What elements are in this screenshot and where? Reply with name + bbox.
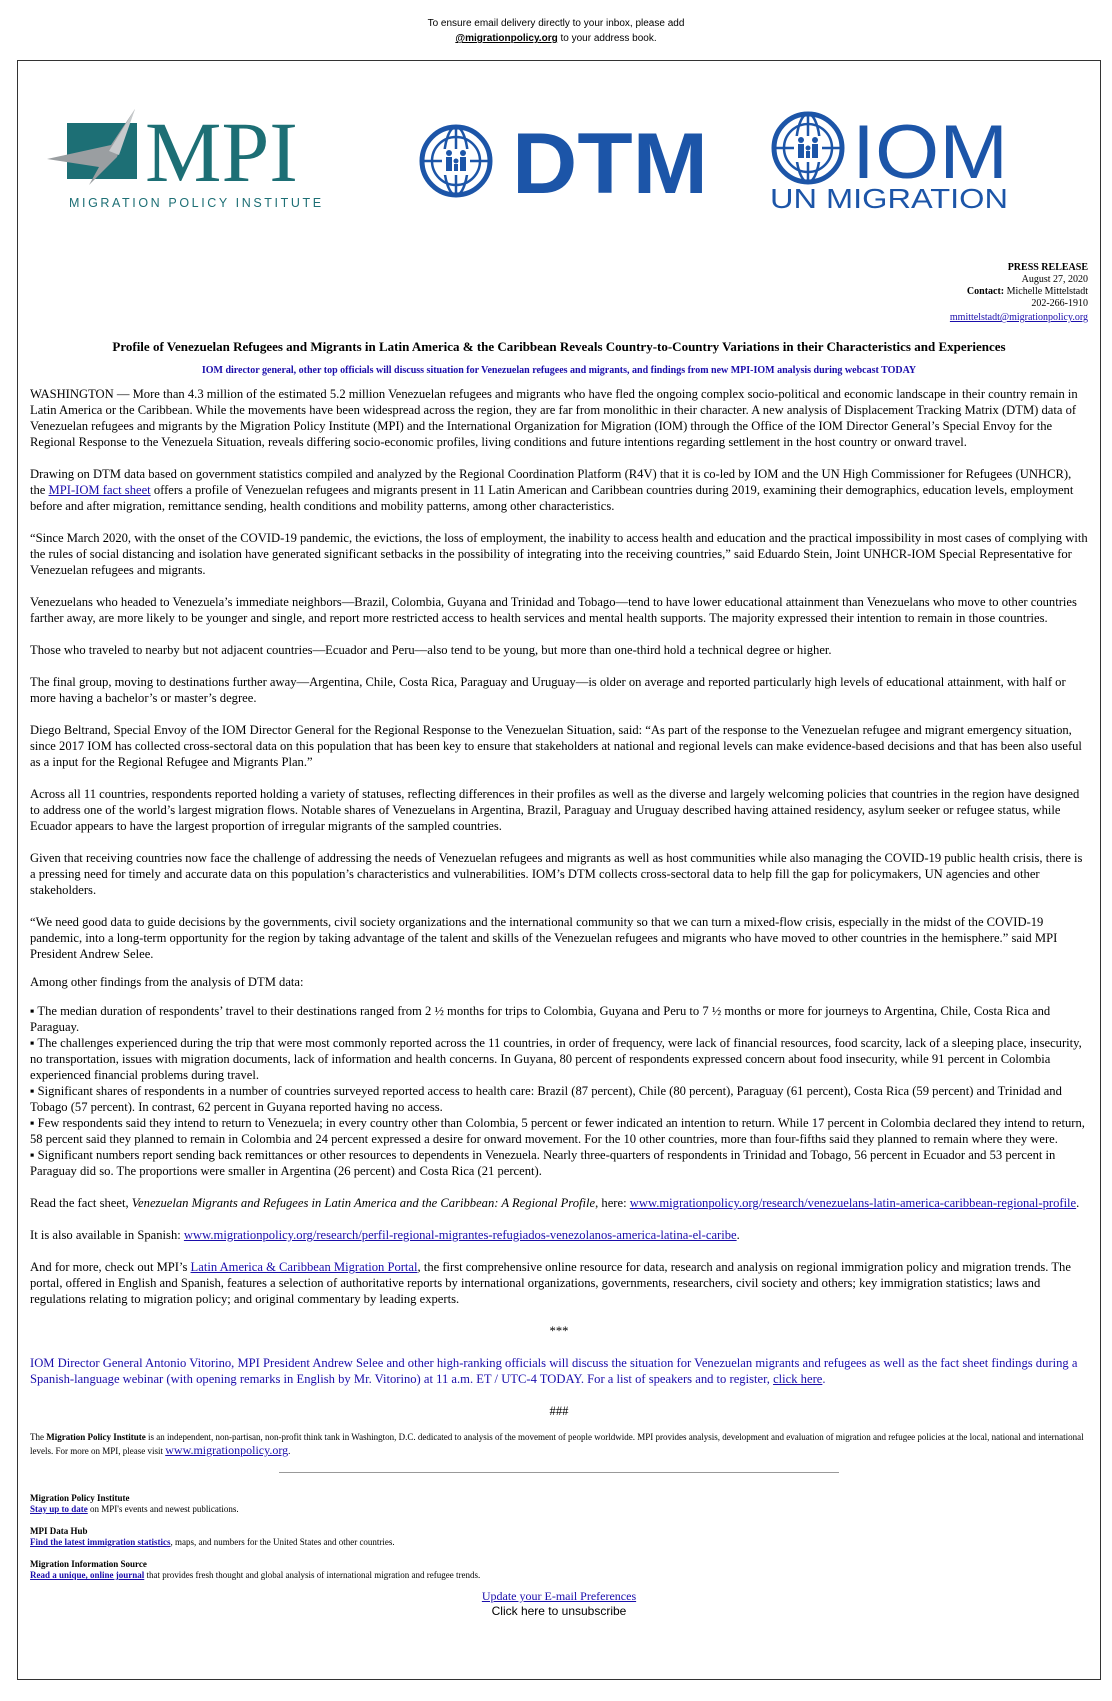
list-item: ▪ Significant shares of respondents in a number of countries surveyed reported access to health care: Brazil (87 percent), Chile (80 percent), Paraguay (61 percent), Costa Rica (59 percent) and Trinidad and Tobago (57 percent). In contrast, 62 percent in Guyana reported having no access. xyxy=(30,1084,1062,1114)
paragraph-3: “Since March 2020, with the onset of the COVID-19 pandemic, the evictions, the loss of employment, the inability to access health and education and the practical impossibility in most cases of complying with the rules of social distancing and isolation have generated significant setbacks in the possibility of integrating into the receiving countries,” said Eduardo Stein, Joint UNHCR-IOM Special Representative for Venezuelan refugees and migrants. xyxy=(30,531,1088,577)
paragraph-8: Across all 11 countries, respondents reported holding a variety of statuses, reflecting differences in their profiles as well as the diverse and largely welcoming policies that countries in the region have designed to address one of the world’s largest migration flows. Notable shares of Venezuelans in Argentina, Brazil, Paraguay and Uruguay described having attained residency, asylum seeker or refugee status, while Ecuador appears to have the largest proportion of irregular migrants of the sampled countries. xyxy=(30,787,1080,833)
portal-paragraph: And for more, check out MPI’s Latin America & Caribbean Migration Portal, the first comprehensive online resource for data, research and analysis on regional immigration policy and migration trends. The portal, offered in English and Spanish, features a selection of authoritative reports by international organizations, governments, researchers, civil society and others; key immigration statistics; laws and regulations relating to migration policy; and original commentary by leading experts. xyxy=(30,1260,1071,1306)
mpi-logo-subtitle: MIGRATION POLICY INSTITUTE xyxy=(69,196,324,210)
read-fact-sheet: Read the fact sheet, Venezuelan Migrants and Refugees in Latin America and the Caribbean: A Regional Profile, here: www.migrationpolicy.org/research/venezuelans-latin-america-caribbean-regional-profile. xyxy=(30,1196,1080,1210)
iom-logo xyxy=(770,110,1020,210)
email-frame xyxy=(17,60,1101,1680)
list-item: ▪ The challenges experienced during the trip that were most commonly reported across the 11 countries, in order of frequency, were lack of financial resources, food scarcity, lack of a sleeping place, insecurity, no transportation, issues with migration documents, lack of information and health concerns. In Guyana, 80 percent of respondents expressed concern about food insecurity, while 91 percent in Colombia experienced financial problems during travel. xyxy=(30,1036,1082,1082)
mpi-logo-text: MPI xyxy=(145,107,298,200)
separator-stars: *** xyxy=(549,1324,569,1338)
fact-sheet-url-link[interactable]: www.migrationpolicy.org/research/venezuelans-latin-america-caribbean-regional-profile xyxy=(629,1196,1077,1210)
footer-title: Migration Information Source xyxy=(30,1559,147,1569)
online-journal-link[interactable]: Read a unique, online journal xyxy=(30,1570,145,1580)
iom-logo-text: IOM xyxy=(852,110,1008,195)
stay-up-to-date-link[interactable]: Stay up to date xyxy=(30,1504,88,1514)
footer-mpi: Migration Policy Institute Stay up to date on MPI's events and newest publications. xyxy=(30,1493,239,1514)
preheader xyxy=(0,0,1112,44)
preheader-email[interactable]: @migrationpolicy.org xyxy=(455,33,558,44)
footer-links xyxy=(30,1589,1088,1619)
paragraph-9: Given that receiving countries now face the challenge of addressing the needs of Venezuelan refugees and migrants as well as host communities while also managing the COVID-19 public health crisis, there is a pressing need for timely and accurate data on this population’s characteristics and vulnerabilities. IOM’s DTM collects cross-sectoral data to help fill the gap for policymakers, UN agencies and other stakeholders. xyxy=(30,851,1083,897)
mpi-logo xyxy=(47,107,359,213)
logo-banner xyxy=(30,61,1088,261)
press-info xyxy=(30,262,1088,324)
dtm-logo-text: DTM xyxy=(512,123,708,199)
separator-hashes: ### xyxy=(549,1404,569,1418)
iom-emblem-icon xyxy=(774,114,842,182)
preheader-line2: to your address book. xyxy=(557,33,657,44)
iom-logo-subtitle: UN MIGRATION xyxy=(770,183,1008,210)
contact-name: Michelle Mittelstadt xyxy=(1004,286,1088,297)
paragraph-5: Those who traveled to nearby but not adjacent countries—Ecuador and Peru—also tend to be young, but more than one-third hold a technical degree or higher. xyxy=(30,643,832,657)
footer-title: MPI Data Hub xyxy=(30,1526,88,1536)
footer-info-source: Migration Information Source Read a unique, online journal that provides fresh thought and global analysis of international migration and refugee trends. xyxy=(30,1559,481,1580)
divider xyxy=(279,1472,839,1473)
register-link[interactable]: click here xyxy=(773,1372,823,1386)
paragraph-10: “We need good data to guide decisions by the governments, civil society organizations and the international community so that we can turn a mixed-flow crisis, especially in the midst of the COVID-19 pandemic, into a long-term opportunity for the region by taking advantage of the talent and skills of the Venezuelan refugees and migrants who have moved to other countries in the hemisphere.” said MPI President Andrew Selee. xyxy=(30,915,1058,961)
webinar-paragraph: IOM Director General Antonio Vitorino, MPI President Andrew Selee and other high-ranking officials will discuss the situation for Venezuelan migrants and refugees as well as the fact sheet findings during a Spanish-language webinar (with opening remarks in English by Mr. Vitorino) at 11 a.m. ET / UTC-4 TODAY. For a list of speakers and to register, click here. xyxy=(30,1356,1078,1386)
headline: Profile of Venezuelan Refugees and Migrants in Latin America & the Caribbean Reveals Country-to-Country Variations in their Characteristics and Experiences xyxy=(112,339,1006,354)
about-org-name: Migration Policy Institute xyxy=(46,1432,146,1442)
spanish-url-link[interactable]: www.migrationpolicy.org/research/perfil-regional-migrantes-refugiados-venezolanos-america-latina-el-caribe xyxy=(183,1228,737,1242)
contact-label: Contact: xyxy=(966,286,1005,297)
footer-data-hub: MPI Data Hub Find the latest immigration statistics, maps, and numbers for the United States and other countries. xyxy=(30,1526,395,1547)
preheader-line1: To ensure email delivery directly to your inbox, please add xyxy=(427,18,685,29)
about-url-link[interactable]: www.migrationpolicy.org xyxy=(165,1443,289,1457)
iom-globe-icon xyxy=(422,127,490,195)
unsubscribe-link[interactable]: Click here to unsubscribe xyxy=(491,1604,627,1618)
fact-sheet-link[interactable]: MPI-IOM fact sheet xyxy=(48,483,151,497)
footer-title: Migration Policy Institute xyxy=(30,1493,130,1503)
list-item: ▪ Few respondents said they intend to return to Venezuela; in every country other than Colombia, 5 percent or fewer indicated an intention to return. While 17 percent in Colombia declared they intend to return, 58 percent said they planned to remain in Colombia and 24 percent expressed a desire for onward movement. For the 10 other countries, more than four-fifths said they planned to remain where they were. xyxy=(30,1116,1085,1146)
paragraph-1: WASHINGTON — More than 4.3 million of the estimated 5.2 million Venezuelan refugees and migrants who have fled the ongoing complex socio-political and economic landscape in their country remain in Latin America or the Caribbean. While the movements have been widespread across the region, they are far from monolithic in their character. A new analysis of Displacement Tracking Matrix (DTM) data of Venezuelan refugees and migrants by the Migration Policy Institute (MPI) and the International Organization for Migration (IOM) through the Office of the IOM Director General’s Special Envoy for the Regional Response to the Venezuela Situation, reveals differing socio-economic profiles, living conditions and future intentions regarding settlement in the host country or onward travel. xyxy=(30,387,1078,449)
paragraph-2: Drawing on DTM data based on government statistics compiled and analyzed by the Regional Coordination Platform (R4V) that it is co-led by IOM and the UN High Commissioner for Refugees (UNHCR), the MPI-IOM fact sheet offers a profile of Venezuelan refugees and migrants present in 11 Latin American and Caribbean countries during 2019, examining their demographics, education levels, employment before and after migration, remittance sending, health conditions and mobility patterns, among other characteristics. xyxy=(30,467,1074,513)
paragraph-7: Diego Beltrand, Special Envoy of the IOM Director General for the Regional Response to the Venezuelan Situation, said: “As part of the response to the Venezuelan refugee and migrant emergency situation, since 2017 IOM has collected cross-sectoral data on this population that has been key to ensure that stakeholders at national and regional levels can make evidence-based decisions and that has been also useful as a input for the Regional Refugee and Migrants Plan.” xyxy=(30,723,1082,769)
paragraph-4: Venezuelans who headed to Venezuela’s immediate neighbors—Brazil, Colombia, Guyana and Trinidad and Tobago—tend to have lower educational attainment than Venezuelans who move to other countries farther away, are more likely to be younger and single, and report more restricted access to health services and mental health supports. The majority expressed their intention to remain in those countries. xyxy=(30,595,1077,625)
subheadline: IOM director general, other top officials will discuss situation for Venezuelan refugees and migrants, and findings from new MPI-IOM analysis during webcast TODAY xyxy=(201,365,917,376)
spanish-version: It is also available in Spanish: www.migrationpolicy.org/research/perfil-regional-migrantes-refugiados-venezolanos-america-latina-el-caribe. xyxy=(30,1228,740,1242)
contact-phone: 202-266-1910 xyxy=(1031,298,1088,309)
about-mpi: The Migration Policy Institute is an independent, non-partisan, non-profit think tank in Washington, D.C. dedicated to analysis of the movement of people worldwide. MPI provides analysis, development and evaluation of migration and refugee policies at the local, national and international levels. For more on MPI, please visit www.migrationpolicy.org. xyxy=(30,1432,1084,1457)
press-release-label: PRESS RELEASE xyxy=(1007,262,1088,273)
paragraph-6: The final group, moving to destinations further away—Argentina, Chile, Costa Rica, Paraguay and Uruguay—is older on average and reported particularly high levels of educational attainment, with half or more having a bachelor’s or master’s degree. xyxy=(30,675,1066,705)
fact-sheet-title: Venezuelan Migrants and Refugees in Latin America and the Caribbean: A Regional Profile xyxy=(131,1196,596,1210)
paragraph-11: Among other findings from the analysis of DTM data: xyxy=(30,975,304,989)
list-item: ▪ Significant numbers report sending back remittances or other resources to dependents in Venezuela. Nearly three-quarters of respondents in Trinidad and Tobago, 56 percent in Ecuador and 53 percent in Paraguay did so. The proportions were smaller in Argentina (26 percent) and Costa Rica (21 percent). xyxy=(30,1148,1056,1178)
press-date: August 27, 2020 xyxy=(1021,274,1088,285)
latest-statistics-link[interactable]: Find the latest immigration statistics xyxy=(30,1537,171,1547)
list-item: ▪ The median duration of respondents’ travel to their destinations ranged from 2 ½ months for trips to Colombia, Guyana and Peru to 7 ½ months or more for journeys to Argentina, Chile, Costa Rica and Paraguay. xyxy=(30,1004,1051,1034)
dtm-logo xyxy=(418,123,712,199)
contact-email-link[interactable]: mmittelstadt@migrationpolicy.org xyxy=(949,312,1088,323)
portal-link[interactable]: Latin America & Caribbean Migration Portal xyxy=(190,1260,418,1274)
findings-list xyxy=(30,1003,1088,1179)
email-preferences-link[interactable]: Update your E-mail Preferences xyxy=(481,1589,637,1603)
